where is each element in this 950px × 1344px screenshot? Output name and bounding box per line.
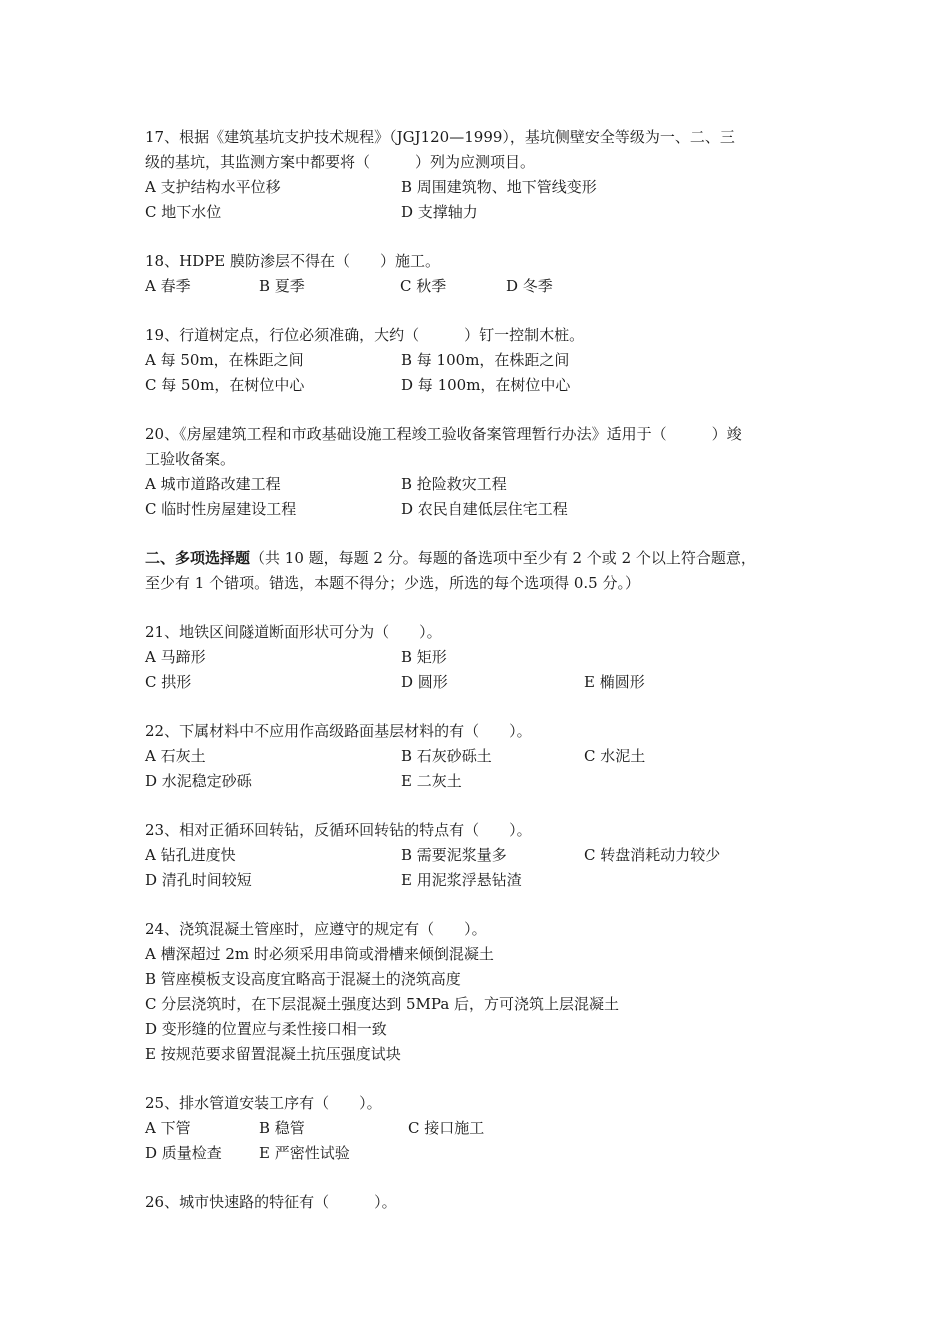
question-18-option-d: D 冬季 xyxy=(506,277,553,295)
section-2-title: 二、多项选择题 xyxy=(145,549,251,567)
question-25 xyxy=(145,1091,815,1166)
question-21 xyxy=(145,620,815,695)
question-19 xyxy=(145,323,815,398)
question-19-stem: 19、行道树定点，行位必须准确，大约（ ）钉一控制木桩。 xyxy=(145,326,585,344)
question-17-option-b: B 周围建筑物、地下管线变形 xyxy=(401,178,597,196)
question-24 xyxy=(145,917,815,1067)
question-22-options-row-2 xyxy=(145,769,815,794)
question-24-option-e: E 按规范要求留置混凝土抗压强度试块 xyxy=(145,1045,401,1063)
question-21-option-b: B 矩形 xyxy=(401,648,447,666)
question-20 xyxy=(145,422,815,522)
question-21-option-c: C 拱形 xyxy=(145,673,192,691)
question-25-option-a: A 下管 xyxy=(145,1119,191,1137)
question-19-option-c: C 每 50m，在树位中心 xyxy=(145,376,305,394)
question-24-option-c: C 分层浇筑时，在下层混凝土强度达到 5MPa 后，方可浇筑上层混凝土 xyxy=(145,995,620,1013)
question-17 xyxy=(145,125,815,225)
question-17-stem-line-2: 级的基坑，其监测方案中都要将（ ）列为应测项目。 xyxy=(145,153,536,171)
question-24-option-b: B 管座模板支设高度宜略高于混凝土的浇筑高度 xyxy=(145,970,461,988)
question-21-options-row-1 xyxy=(145,645,815,670)
question-18-option-b: B 夏季 xyxy=(259,277,305,295)
question-25-stem: 25、排水管道安装工序有（ ）。 xyxy=(145,1094,382,1112)
question-17-option-c: C 地下水位 xyxy=(145,203,222,221)
question-23-option-c: C 转盘消耗动力较少 xyxy=(584,846,721,864)
question-20-stem-line-2: 工验收备案。 xyxy=(145,450,236,468)
question-22-option-d: D 水泥稳定砂砾 xyxy=(145,772,252,790)
question-24-option-a: A 槽深超过 2m 时必须采用串筒或滑槽来倾倒混凝土 xyxy=(145,945,494,963)
question-23-option-a: A 钻孔进度快 xyxy=(145,846,236,864)
question-17-options-row-1 xyxy=(145,175,815,200)
question-21-option-e: E 椭圆形 xyxy=(584,673,645,691)
question-18-option-a: A 春季 xyxy=(145,277,191,295)
question-26-stem: 26、城市快速路的特征有（ ）。 xyxy=(145,1193,397,1211)
question-25-option-b: B 稳管 xyxy=(259,1119,305,1137)
question-18-option-c: C 秋季 xyxy=(400,277,447,295)
question-19-options-row-2 xyxy=(145,373,815,398)
question-23-option-e: E 用泥浆浮悬钻渣 xyxy=(401,871,522,889)
question-19-option-b: B 每 100m，在株距之间 xyxy=(401,351,570,369)
question-21-option-a: A 马蹄形 xyxy=(145,648,206,666)
question-23-options-row-1 xyxy=(145,843,815,868)
question-17-options-row-2 xyxy=(145,200,815,225)
question-20-option-d: D 农民自建低层住宅工程 xyxy=(401,500,568,518)
section-2-heading-line-1 xyxy=(145,546,815,571)
section-2-description-line-2: 至少有 1 个错项。错选，本题不得分；少选，所选的每个选项得 0.5 分。） xyxy=(145,574,640,592)
question-22-option-c: C 水泥土 xyxy=(584,747,646,765)
question-17-option-a: A 支护结构水平位移 xyxy=(145,178,281,196)
section-multiple-choice xyxy=(145,546,815,596)
question-21-options-row-2 xyxy=(145,670,815,695)
question-22-stem: 22、下属材料中不应用作高级路面基层材料的有（ ）。 xyxy=(145,722,532,740)
question-20-options-row-2 xyxy=(145,497,815,522)
question-19-options-row-1 xyxy=(145,348,815,373)
question-21-option-d: D 圆形 xyxy=(401,673,448,691)
question-25-options-row-2 xyxy=(145,1141,815,1166)
question-21-stem: 21、地铁区间隧道断面形状可分为（ ）。 xyxy=(145,623,442,641)
question-23-option-d: D 清孔时间较短 xyxy=(145,871,252,889)
question-17-stem-line-1: 17、根据《建筑基坑支护技术规程》（JGJ120—1999），基坑侧壁安全等级为一、二、三 xyxy=(145,128,735,146)
section-2-description-line-1: （共 10 题，每题 2 分。每题的备选项中至少有 2 个或 2 个以上符合题意， xyxy=(250,549,756,567)
question-23-option-b: B 需要泥浆量多 xyxy=(401,846,507,864)
question-26 xyxy=(145,1190,815,1215)
question-22 xyxy=(145,719,815,794)
question-19-option-d: D 每 100m，在树位中心 xyxy=(401,376,571,394)
exam-content xyxy=(145,125,815,1215)
question-20-option-c: C 临时性房屋建设工程 xyxy=(145,500,297,518)
question-20-option-b: B 抢险救灾工程 xyxy=(401,475,507,493)
question-22-option-a: A 石灰土 xyxy=(145,747,206,765)
question-18 xyxy=(145,249,815,299)
question-20-stem-line-1: 20、《房屋建筑工程和市政基础设施工程竣工验收备案管理暂行办法》适用于（ ）竣 xyxy=(145,425,742,443)
question-22-options-row-1 xyxy=(145,744,815,769)
question-25-option-e: E 严密性试验 xyxy=(259,1144,350,1162)
question-25-option-c: C 接口施工 xyxy=(408,1119,485,1137)
question-18-stem: 18、HDPE 膜防渗层不得在（ ）施工。 xyxy=(145,252,441,270)
question-25-option-d: D 质量检查 xyxy=(145,1144,222,1162)
question-22-option-b: B 石灰砂砾土 xyxy=(401,747,492,765)
question-18-options-row xyxy=(145,274,815,299)
question-25-options-row-1 xyxy=(145,1116,815,1141)
question-17-option-d: D 支撑轴力 xyxy=(401,203,478,221)
question-20-option-a: A 城市道路改建工程 xyxy=(145,475,281,493)
question-19-option-a: A 每 50m，在株距之间 xyxy=(145,351,304,369)
question-20-options-row-1 xyxy=(145,472,815,497)
question-23-options-row-2 xyxy=(145,868,815,893)
question-24-option-d: D 变形缝的位置应与柔性接口相一致 xyxy=(145,1020,387,1038)
question-24-stem: 24、浇筑混凝土管座时，应遵守的规定有（ ）。 xyxy=(145,920,487,938)
question-23 xyxy=(145,818,815,893)
question-22-option-e: E 二灰土 xyxy=(401,772,462,790)
question-23-stem: 23、相对正循环回转钻，反循环回转钻的特点有（ ）。 xyxy=(145,821,532,839)
